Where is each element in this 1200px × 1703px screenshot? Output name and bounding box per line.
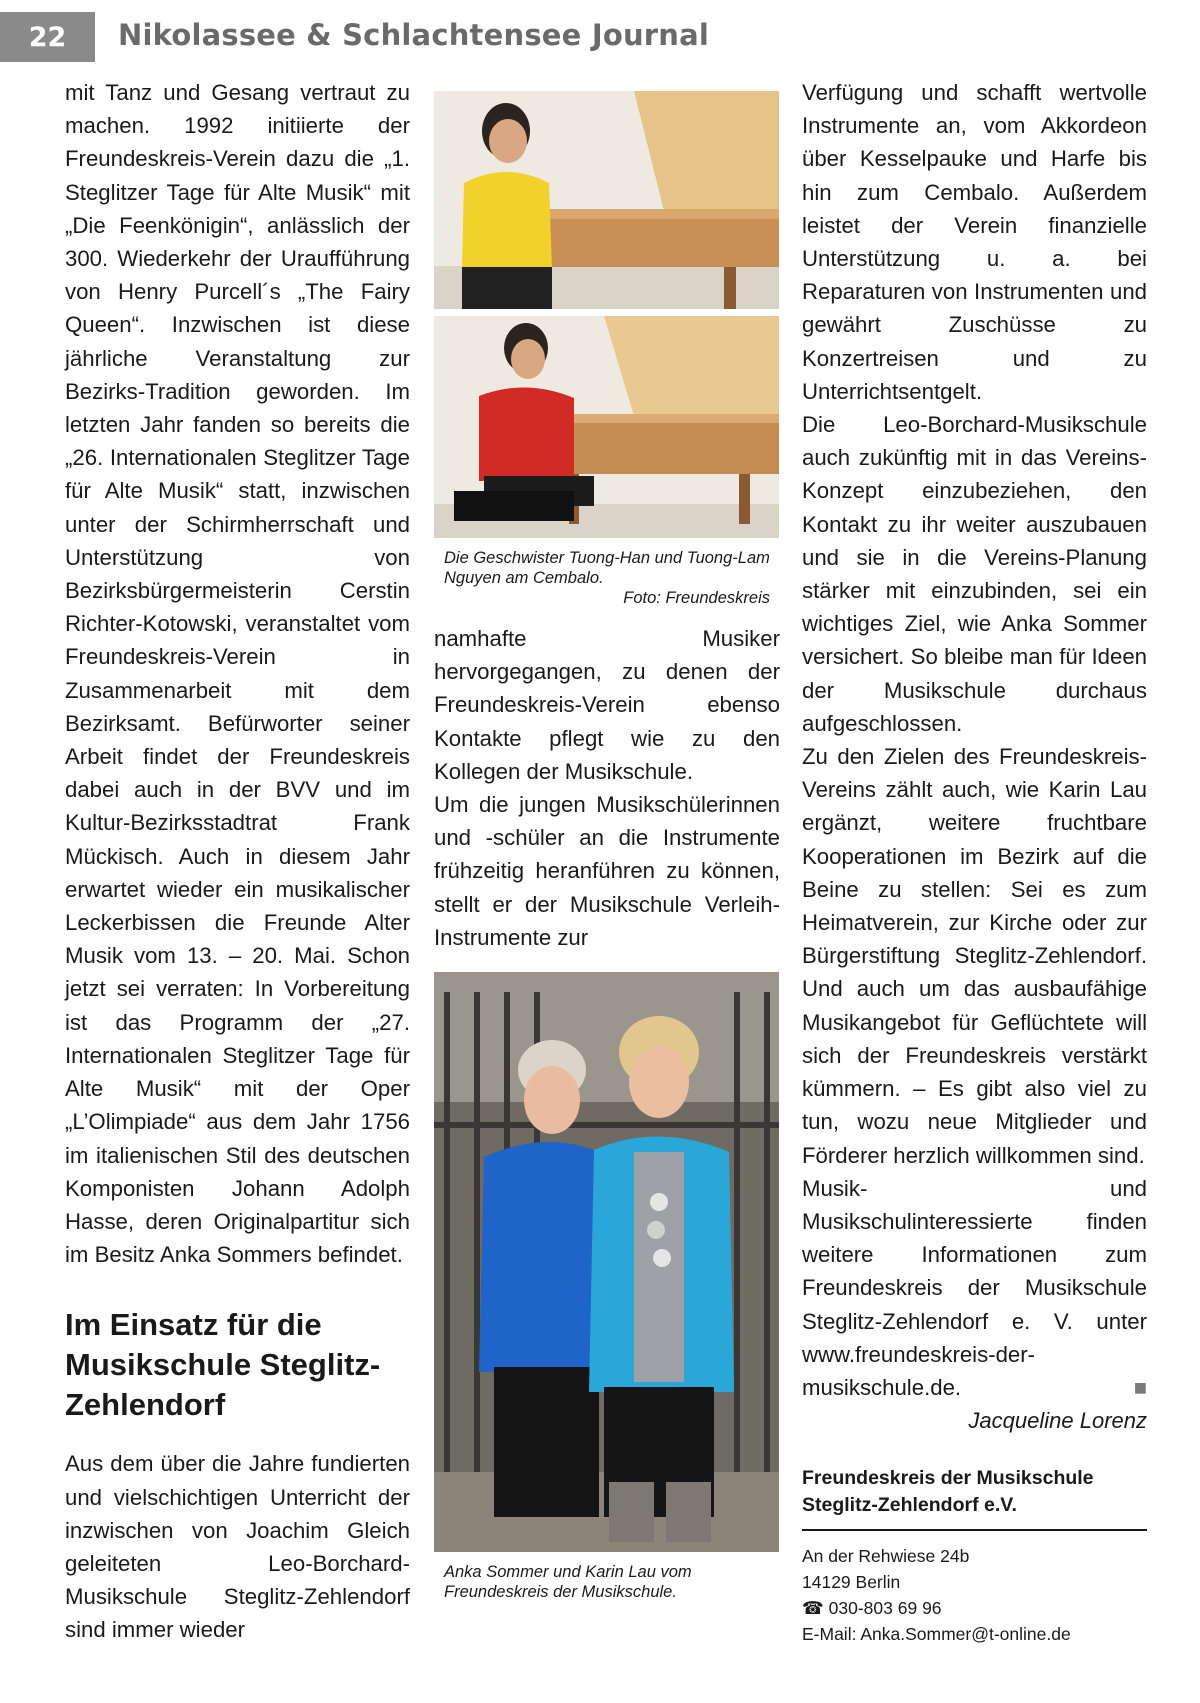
- photo-boy-harpsichord-yellow: [434, 91, 779, 309]
- article-paragraph: mit Tanz und Gesang vertraut zu machen. 1992 initiierte der Freundeskreis-Verein dazu die „1. Steglitzer Tage für Alte Musik“ mit „Die Feenkönigin“, anlässlich der 300. Wiederkehr der Uraufführung von Henry Purcell´s „The Fairy Queen“. Inzwischen ist diese jährliche Veranstaltung zur Bezirks-Tradition geworden. Im letzten Jahr fanden so bereits die „26. Internationalen Steglitzer Tage für Alte Musik“ statt, inzwischen unter der Schirmherrschaft und Unterstützung von Bezirksbürgermeisterin Cerstin Richter-Kotowski, veranstaltet vom Freundeskreis-Verein in Zusammenarbeit mit dem Bezirksamt. Befürworter seiner Arbeit findet der Freundeskreis dabei auch in der BVV und im Kultur-Bezirksstadtrat Frank Mückisch. Auch in diesem Jahr erwartet wieder ein musikalischer Leckerbissen die Freunde Alter Musik vom 13. – 20. Mai. Schon jetzt sei verraten: In Vorbereitung ist das Programm der „27. Internationalen Steglitzer Tage für Alte Musik“ mit der Oper „L’Olimpiade“ aus dem Jahr 1756 im italienischen Stil des deutschen Komponisten Johann Adolph Hasse, deren Originalpartitur sich im Besitz Anka Sommers befindet.: [65, 80, 410, 1268]
- article-paragraph: Zu den Zielen des Freundeskreis-Vereins zählt auch, wie Karin Lau ergänzt, weitere fruchtbare Kooperationen im Bezirk auf die Beine zu stellen: Sei es zum Heimatverein, zur Kirche oder zur Bürgerstiftung Steglitz-Zehlendorf. Und auch um das ausbaufähige Musikangebot für Geflüchtete will sich der Freundeskreis verstärkt kümmern. – Es gibt also viel zu tun, wozu neue Mitglieder und Förderer herzlich willkommen sind.: [802, 744, 1147, 1168]
- page-header: [0, 0, 1200, 62]
- article-paragraph: namhafte Musiker hervorgegangen, zu denen der Freundeskreis-Verein ebenso Kontakte pflegt wie zu den Kollegen der Musikschule.: [434, 626, 780, 784]
- section-heading: Im Einsatz für die Musikschule Steglitz-Zehlendorf: [65, 1307, 381, 1423]
- end-mark-icon: ■: [1133, 1374, 1147, 1400]
- photo-caption: Anka Sommer und Karin Lau vom Freundeskreis der Musikschule.: [444, 1563, 692, 1602]
- column-1: [65, 76, 410, 1647]
- article-paragraph-text: Musik- und Musikschulinteressierte finden weitere Informationen zum Freundeskreis der Musikschule Steglitz-Zehlendorf e. V. unter www.freundeskreis-der-musikschule.de.: [802, 1175, 1147, 1400]
- photo-two-women: [434, 972, 779, 1552]
- photo-caption: Die Geschwister Tuong-Han und Tuong-Lam Nguyen am Cembalo.: [444, 549, 770, 587]
- column-3: [802, 76, 1147, 1647]
- journal-title: Nikolassee & Schlachtensee Journal: [118, 18, 710, 52]
- column-2: [434, 76, 780, 1602]
- contact-title: Freundeskreis der Musikschule Steglitz-Zehlendorf e.V.: [802, 1467, 1094, 1517]
- article-paragraph: Verfügung und schafft wertvolle Instrumente an, vom Akkordeon über Kesselpauke und Harfe bis hin zum Cembalo. Außerdem leistet der Verein finanzielle Unterstützung u. a. bei Reparaturen von Instrumenten und gewährt Zuschüsse zu Konzertreisen und zu Unterrichtsentgelt.: [802, 80, 1147, 404]
- photo-boy-harpsichord-red: [434, 316, 779, 538]
- photo1-caption-block: [434, 538, 780, 608]
- address-street: An der Rehwiese 24b: [802, 1546, 970, 1567]
- article-paragraph: Aus dem über die Jahre fundierten und vielschichtigen Unterricht der inzwischen von Joachim Gleich geleiteten Leo-Borchard-Musikschule Steglitz-Zehlendorf sind immer wieder: [65, 1451, 410, 1643]
- author-name: Jacqueline Lorenz: [968, 1408, 1147, 1434]
- email-address: E-Mail: Anka.Sommer@t-online.de: [802, 1624, 1071, 1645]
- article-paragraph: Die Leo-Borchard-Musikschule auch zukünftig mit in das Vereins-Konzept einzubeziehen, den Kontakt zu ihr weiter auszubauen und sie in die Vereins-Planung stärker mit einzubinden, sei ein wichtiges Ziel, wie Anka Sommer versichert. So bleibe man für Ideen der Musikschule durchaus aufgeschlossen.: [802, 412, 1147, 736]
- divider: [802, 1529, 1147, 1531]
- article-paragraph: Um die jungen Musikschülerinnen und -schüler an die Instrumente frühzeitig heranführen zu können, stellt er der Musikschule Verleih-Instrumente zur: [434, 792, 780, 950]
- photo2-caption-block: [434, 1552, 780, 1602]
- page-number: 22: [0, 12, 95, 62]
- photo-credit: Foto: Freundeskreis: [623, 589, 770, 607]
- phone-number: ☎ 030-803 69 96: [802, 1598, 942, 1619]
- address-city: 14129 Berlin: [802, 1572, 901, 1593]
- article-paragraph-with-link: [802, 1172, 1147, 1404]
